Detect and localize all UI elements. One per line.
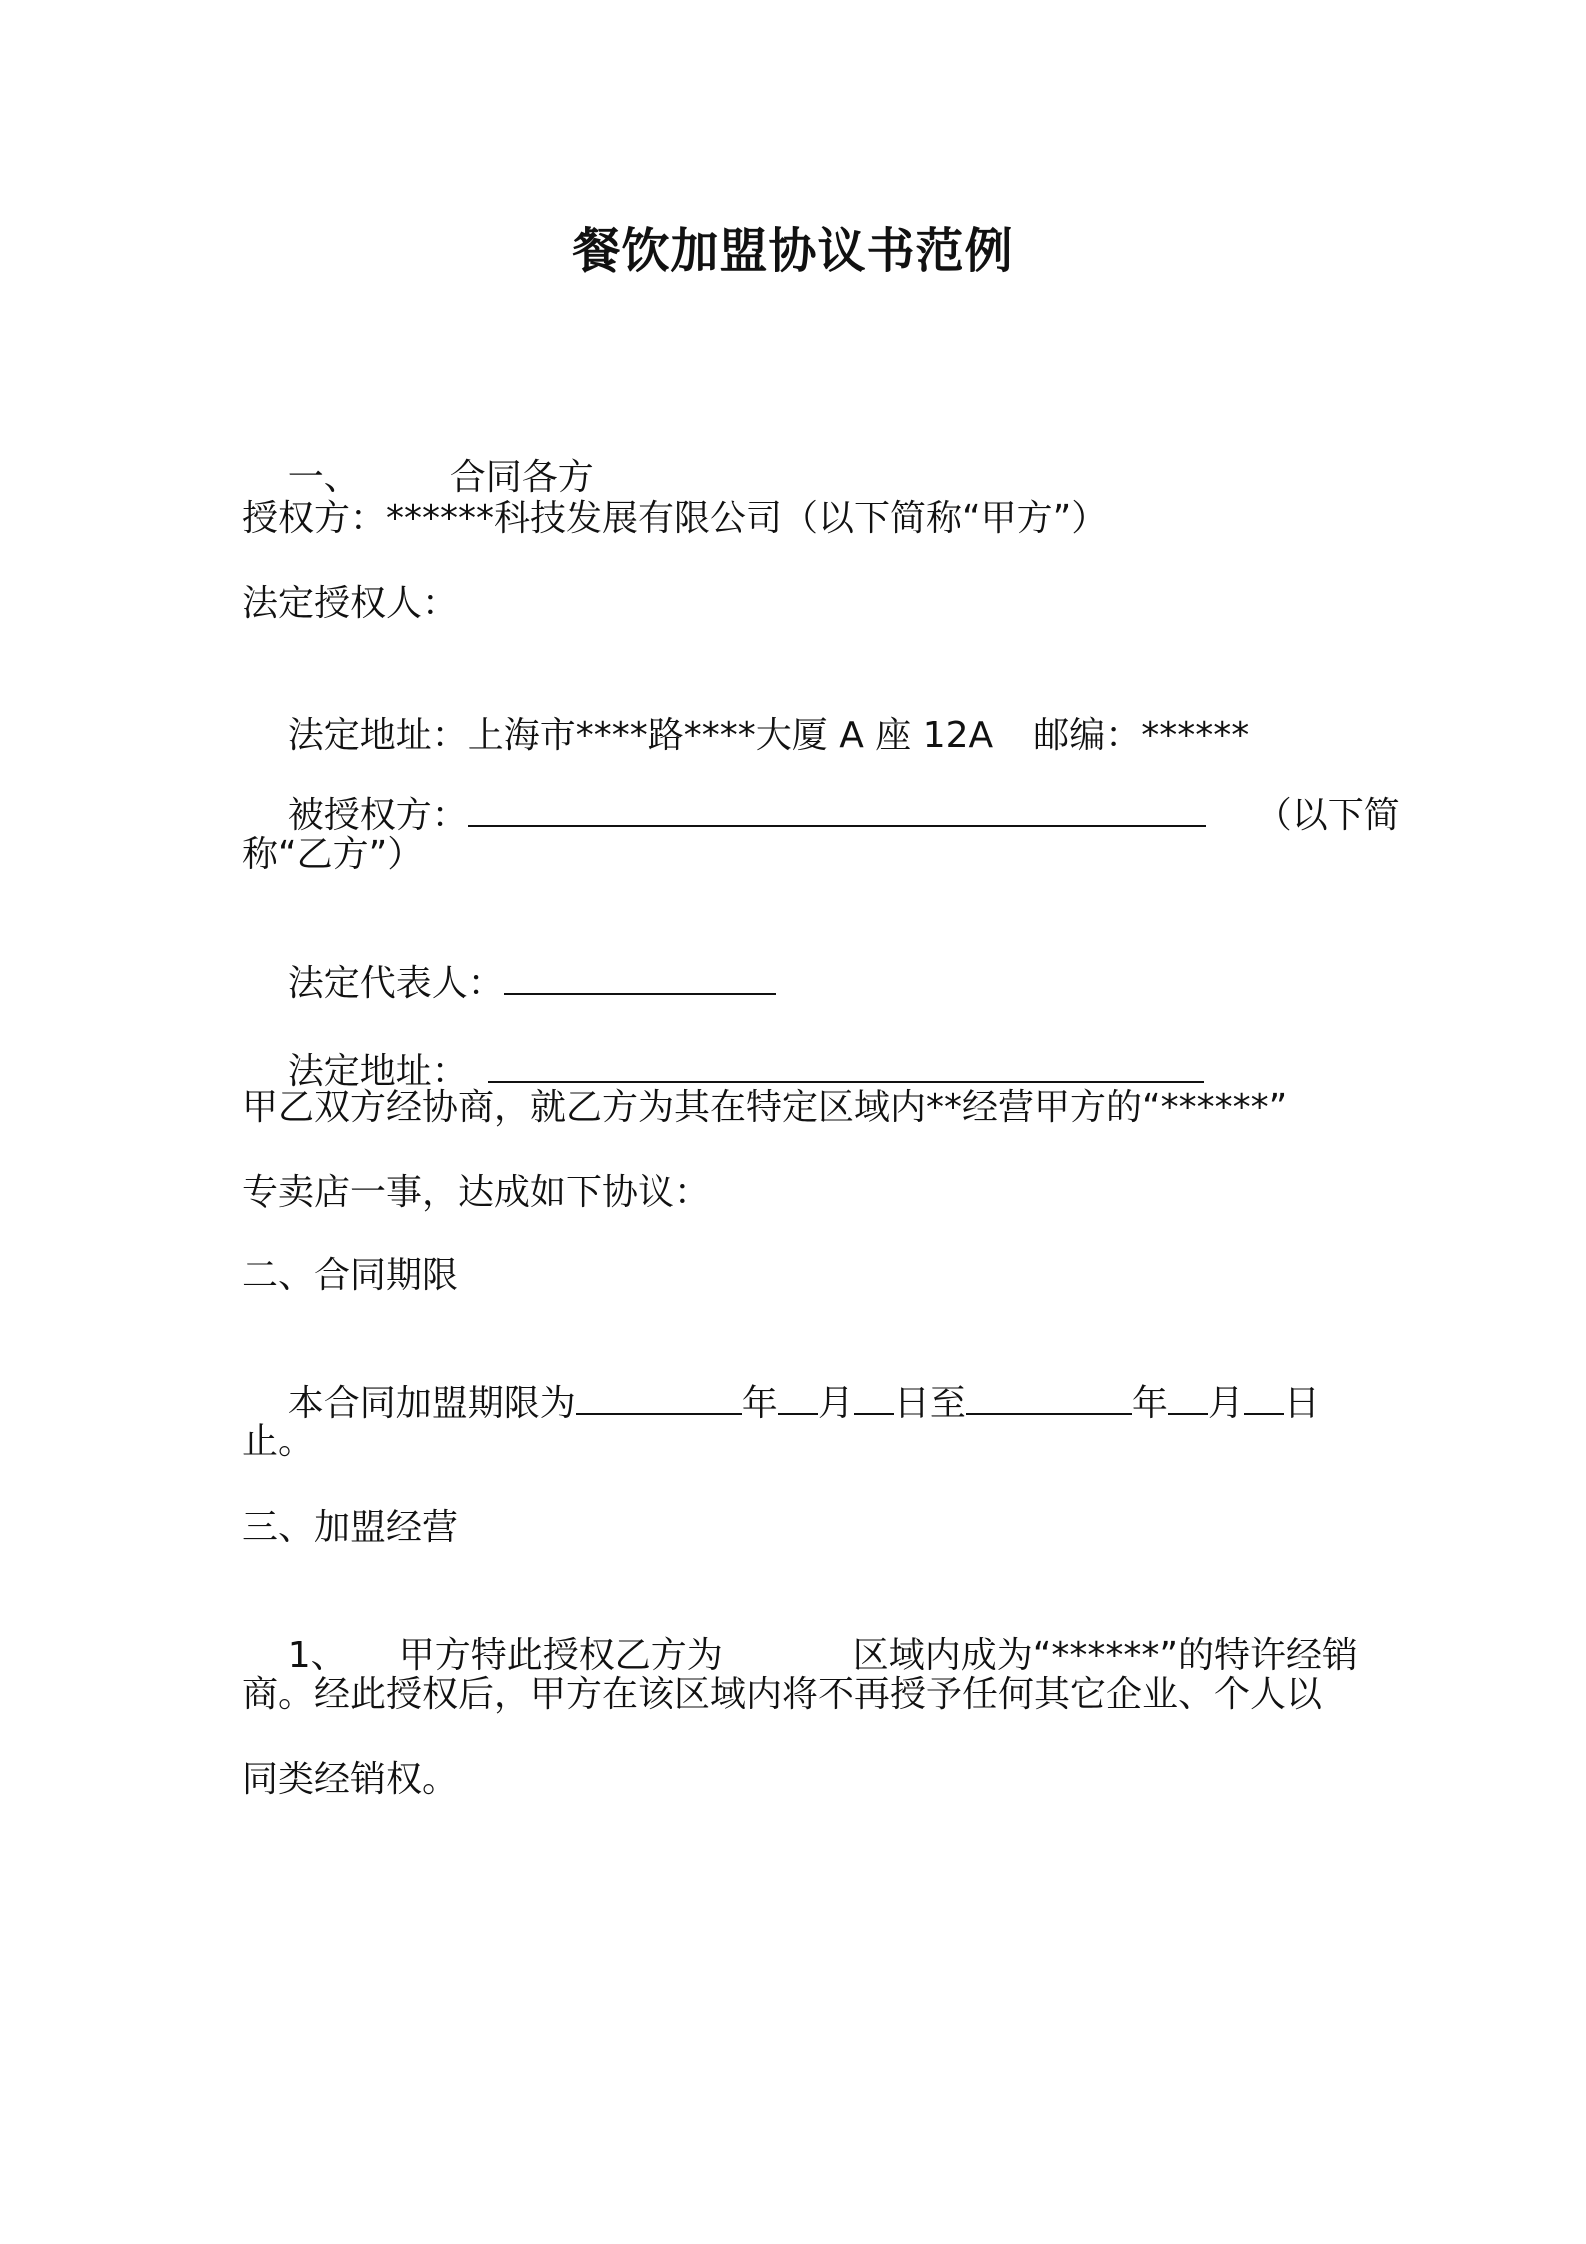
day-to-label: 日至 <box>893 1383 966 1424</box>
month-label: 月 <box>817 1383 854 1424</box>
day-label: 日 <box>1283 1383 1320 1424</box>
end-day-blank <box>1244 1383 1284 1415</box>
end-month-blank <box>1168 1383 1208 1415</box>
legal-address-text: 法定地址：上海市****路****大厦 A 座 12A <box>287 715 994 756</box>
licensee-continuation: 称“乙方”） <box>242 834 424 875</box>
licensee-blank <box>468 795 1206 827</box>
start-day-blank <box>854 1383 894 1415</box>
item-1-text-b: 区域内成为“******”的特许经销 <box>852 1635 1359 1676</box>
item-1-text-a: 甲方特此授权乙方为 <box>398 1635 723 1676</box>
section-3-heading: 三、加盟经营 <box>242 1507 459 1548</box>
year-label: 年 <box>1131 1383 1168 1424</box>
legal-rep-label: 法定代表人： <box>287 963 504 1004</box>
licensor-line: 授权方：******科技发展有限公司（以下简称“甲方”） <box>242 498 1108 539</box>
legal-rep-blank <box>504 963 776 995</box>
start-year-blank <box>576 1383 742 1415</box>
year-label: 年 <box>741 1383 778 1424</box>
term-label: 本合同加盟期限为 <box>287 1383 576 1424</box>
month-label: 月 <box>1207 1383 1244 1424</box>
start-month-blank <box>778 1383 818 1415</box>
postcode-text: 邮编：****** <box>1033 715 1250 756</box>
document-title: 餐饮加盟协议书范例 <box>572 223 1014 279</box>
licensee-suffix: （以下简 <box>1255 795 1400 836</box>
intro-line-2: 专卖店一事，达成如下协议： <box>242 1172 711 1213</box>
term-end: 止。 <box>242 1421 315 1462</box>
item-1-line-2: 商。经此授权后，甲方在该区域内将不再授予任何其它企业、个人以 <box>242 1674 1323 1715</box>
legal-address-b-blank <box>488 1051 1204 1083</box>
item-1-number: 1、 <box>287 1635 347 1676</box>
licensee-label: 被授权方： <box>287 795 468 836</box>
intro-line-1: 甲乙双方经协商，就乙方为其在特定区域内**经营甲方的“******” <box>242 1087 1288 1128</box>
legal-address-b-label: 法定地址： <box>287 1051 468 1092</box>
section-2-heading: 二、合同期限 <box>242 1255 459 1296</box>
term-line <box>242 1338 1320 1470</box>
item-1-line-3: 同类经销权。 <box>242 1759 459 1800</box>
section-1-title: 合同各方 <box>449 457 594 498</box>
section-1-number: 一、 <box>287 457 360 498</box>
legal-authorizer-line: 法定授权人： <box>242 583 459 624</box>
end-year-blank <box>966 1383 1132 1415</box>
